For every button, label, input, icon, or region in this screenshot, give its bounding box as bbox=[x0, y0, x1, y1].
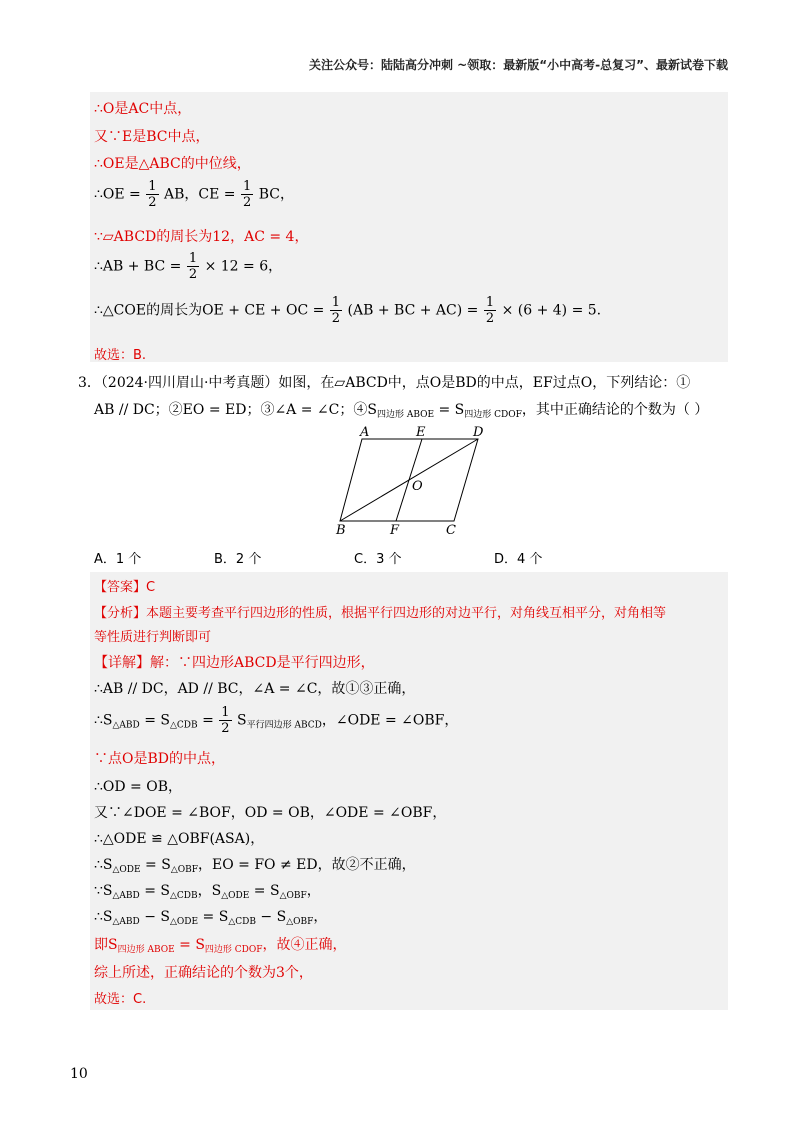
label-F: F bbox=[390, 523, 400, 538]
detail-line: ∴△ODE ≌ △OBF(ASA)， bbox=[94, 831, 265, 847]
detail-line: ∴OD = OB， bbox=[94, 779, 183, 795]
fraction: $\frac{1}{2}$ bbox=[148, 179, 157, 210]
detail-line: ∵点O是BD的中点， bbox=[94, 751, 225, 767]
label-C: C bbox=[446, 523, 456, 538]
option-a: A．1 个 bbox=[94, 552, 142, 567]
detail-line: 又∵∠DOE = ∠BOF，OD = OB，∠ODE = ∠OBF， bbox=[94, 805, 447, 821]
page-header: 关注公众号：陆陆高分冲刺 ~领取：最新版“小中高考-总复习”、最新试卷下载 bbox=[309, 58, 728, 72]
option-d: D．4 个 bbox=[494, 552, 543, 567]
detail-line: 综上所述，正确结论的个数为3个， bbox=[94, 965, 313, 981]
solution-line: ∴OE = $\frac{1}{2}$ AB，CE = $\frac{1}{2}$ BC， bbox=[94, 179, 294, 210]
label-E: E bbox=[416, 425, 426, 440]
fraction: $\frac{1}{2}$ bbox=[485, 295, 495, 326]
detail-line: 即$S_{四边形 ABOE} = S_{四边形 CDOF}$，故④正确， bbox=[94, 937, 347, 955]
label-B: B bbox=[336, 523, 346, 538]
answer-line: 【答案】C bbox=[94, 580, 156, 595]
analysis-line: 【分析】本题主要考查平行四边形的性质，根据平行四边形的对边平行，对角线互相平分，对角相等 bbox=[94, 606, 667, 621]
detail-line: 【详解】解：∵四边形ABCD是平行四边形， bbox=[94, 655, 375, 671]
fraction: $\frac{1}{2}$ bbox=[188, 251, 198, 282]
label-D: D bbox=[473, 425, 484, 440]
solution-block-3 bbox=[90, 572, 728, 1010]
solution-line: ∴△COE的周长为OE + CE + OC = $\frac{1}{2}$ (AB + BC + AC) = $\frac{1}{2}$ × (6 + 4) = 5. bbox=[94, 295, 602, 326]
fraction: $\frac{1}{2}$ bbox=[331, 295, 341, 326]
solution-line: 故选：B. bbox=[94, 348, 147, 363]
question-3-line-1: 3．（2024·四川眉山·中考真题）如图，在▱ABCD中，点O是BD的中点，EF过点O，下列结论：① bbox=[78, 375, 691, 391]
solution-line: ∴OE是△ABC的中位线， bbox=[94, 156, 251, 172]
detail-line: $\because S_{\triangle ABD} = S_{\triangle CDB}$，$S_{\triangle ODE} = S_{\triangle OBF}$， bbox=[94, 883, 321, 901]
label-A: A bbox=[360, 425, 370, 440]
solution-line: 又∵E是BC中点， bbox=[94, 129, 210, 145]
solution-line: ∵▱ABCD的周长为12，AC = 4， bbox=[94, 229, 309, 245]
option-b: B．2 个 bbox=[214, 552, 262, 567]
parallelogram-figure bbox=[330, 422, 490, 540]
option-c: C．3 个 bbox=[354, 552, 402, 567]
label-O: O bbox=[412, 479, 423, 494]
solution-line: ∴AB + BC = $\frac{1}{2}$ × 12 = 6， bbox=[94, 251, 283, 282]
detail-line: 故选：C. bbox=[94, 992, 147, 1007]
question-3-line-2: AB // DC；②EO = ED；③∠A = ∠C；$④S_{四边形 ABOE} = S_{四边形 CDOF}$，其中正确结论的个数为（ ） bbox=[94, 402, 709, 420]
detail-line: $\therefore S_{\triangle ABD} - S_{\triangle ODE} = S_{\triangle CDB} - S_{\triangle OBF}$， bbox=[94, 909, 328, 927]
solution-block-1 bbox=[90, 92, 728, 362]
detail-line: $\therefore S_{\triangle ABD} = S_{\triangle CDB}$ = $\frac{1}{2}$ $S_{平行四边形 ABCD}$，∠ODE = ∠OBF， bbox=[94, 705, 459, 736]
detail-line: $\therefore S_{\triangle ODE} = S_{\triangle OBF}$，EO = FO ≠ ED，故②不正确， bbox=[94, 857, 416, 875]
fraction: $\frac{1}{2}$ bbox=[242, 179, 252, 210]
fraction: $\frac{1}{2}$ bbox=[221, 705, 230, 736]
analysis-line: 等性质进行判断即可 bbox=[94, 630, 212, 645]
detail-line: ∴AB // DC，AD // BC，∠A = ∠C，故①③正确， bbox=[94, 681, 416, 697]
solution-line: ∴O是AC中点， bbox=[94, 101, 192, 117]
page-number: 10 bbox=[70, 1066, 88, 1082]
